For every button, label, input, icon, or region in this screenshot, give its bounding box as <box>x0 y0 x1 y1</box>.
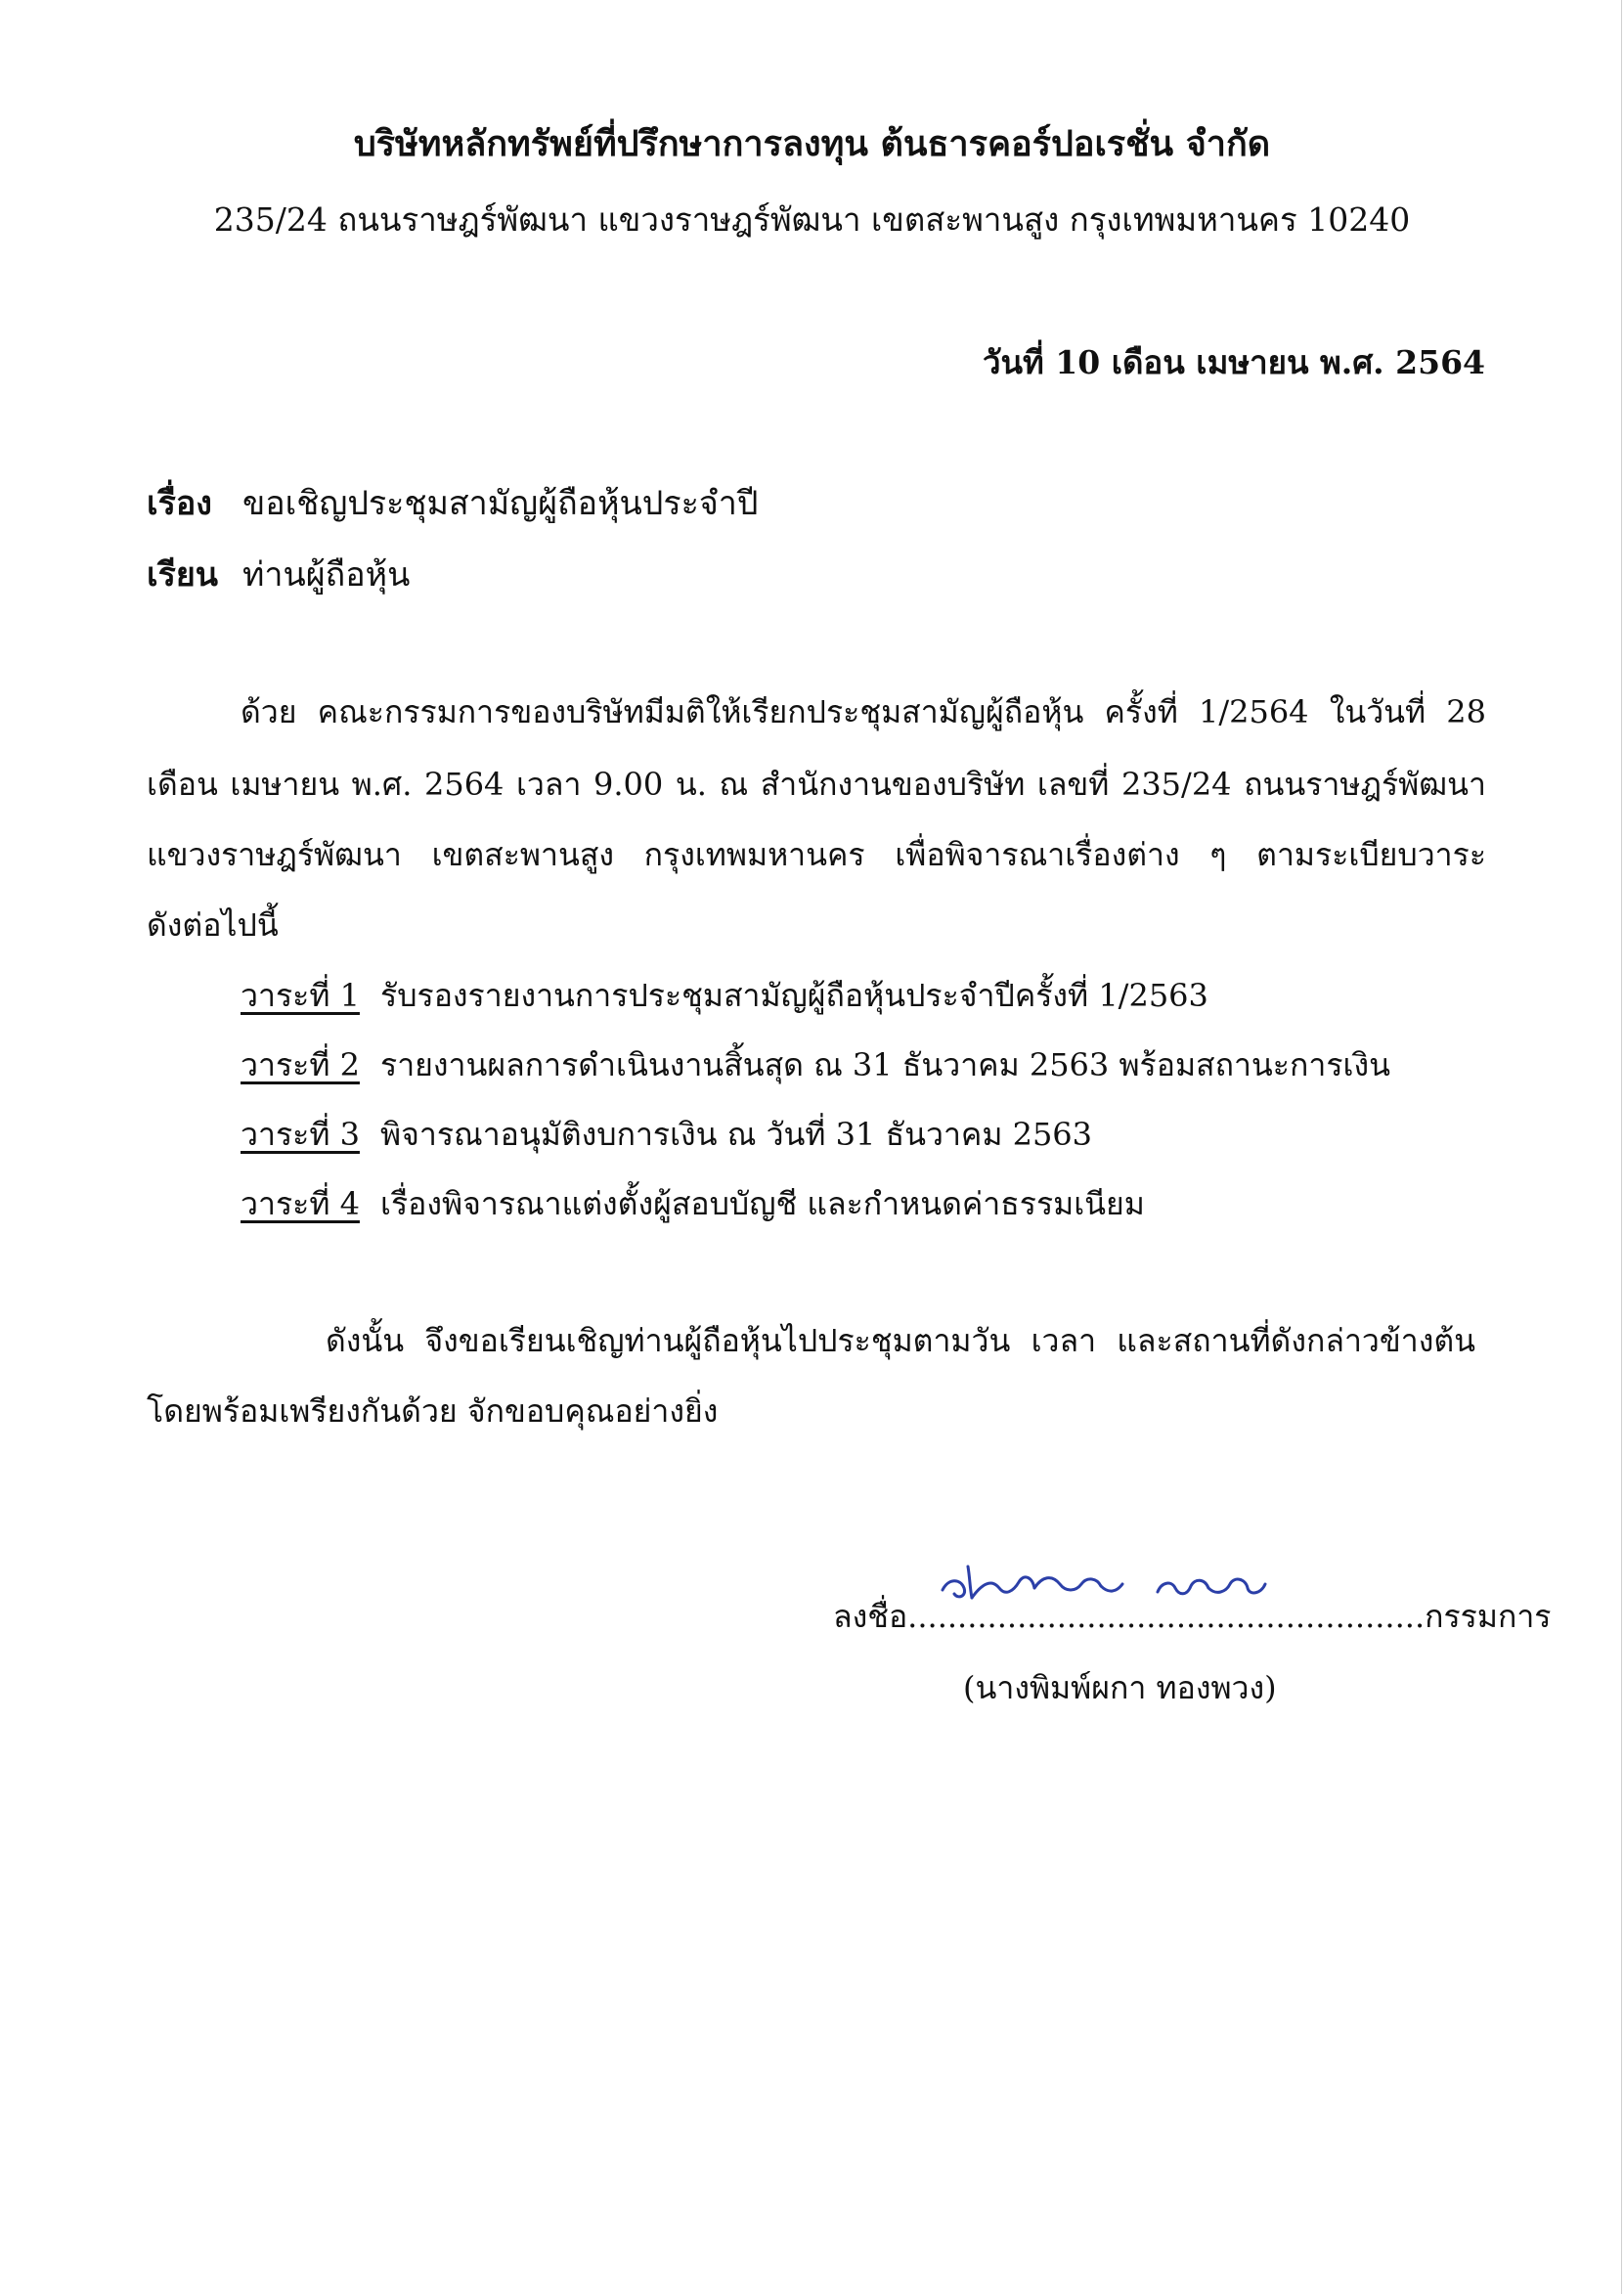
body-paragraph-line-2: เดือน เมษายน พ.ศ. 2564 เวลา 9.00 น. ณ สำนักงานของบริษัท เลขที่ 235/24 ถนนราษฎร์พัฒนา <box>147 766 1486 803</box>
agenda-item-text: รับรองรายงานการประชุมสามัญผู้ถือหุ้นประจำปีครั้งที่ 1/2563 <box>380 977 1208 1014</box>
body-paragraph-line-4: ดังต่อไปนี้ <box>147 906 279 944</box>
company-name: บริษัทหลักทรัพย์ที่ปรึกษาการลงทุน ต้นธารคอร์ปอเรชั่น จำกัด <box>353 123 1271 164</box>
agenda-item-text: พิจารณาอนุมัติงบการเงิน ณ วันที่ 31 ธันวาคม 2563 <box>380 1116 1093 1153</box>
letter-date: วันที่ 10 เดือน เมษายน พ.ศ. 2564 <box>982 343 1485 381</box>
page-edge-divider <box>1621 0 1622 2294</box>
signature-label: ลงชื่อ <box>833 1598 908 1635</box>
subject-text: ขอเชิญประชุมสามัญผู้ถือหุ้นประจำปี <box>242 484 759 523</box>
company-address: 235/24 ถนนราษฎร์พัฒนา แขวงราษฎร์พัฒนา เขตสะพานสูง กรุงเทพมหานคร 10240 <box>213 200 1411 239</box>
agenda-item-text: รายงานผลการดำเนินงานสิ้นสุด ณ 31 ธันวาคม 2563 พร้อมสถานะการเงิน <box>380 1046 1390 1083</box>
agenda-item <box>241 971 1208 1021</box>
agenda-item <box>241 1110 1092 1160</box>
body-paragraph-line-1: ด้วย คณะกรรมการของบริษัทมีมติให้เรียกประชุมสามัญผู้ถือหุ้น ครั้งที่ 1/2564 ในวันที่ 28 <box>241 693 1486 730</box>
closing-paragraph-line-1: ดังนั้น จึงขอเรียนเชิญท่านผู้ถือหุ้นไปประชุมตามวัน เวลา และสถานที่ดังกล่าวข้างต้น <box>326 1322 1475 1359</box>
agenda-item <box>241 1179 1145 1229</box>
agenda-item-label: วาระที่ 4 <box>241 1185 360 1222</box>
body-paragraph-line-3: แขวงราษฎร์พัฒนา เขตสะพานสูง กรุงเทพมหานคร เพื่อพิจารณาเรื่องต่าง ๆ ตามระเบียบวาระ <box>147 836 1486 873</box>
agenda-item <box>241 1040 1390 1090</box>
subject-line <box>147 476 758 529</box>
signer-name: (นางพิมพ์ผกา ทองพวง) <box>963 1669 1277 1706</box>
agenda-item-label: วาระที่ 2 <box>241 1046 360 1083</box>
agenda-item-label: วาระที่ 3 <box>241 1116 360 1153</box>
recipient-text: ท่านผู้ถือหุ้น <box>242 555 411 595</box>
agenda-item-label: วาระที่ 1 <box>241 977 360 1014</box>
signature-line <box>833 1592 1551 1642</box>
recipient-line <box>147 548 410 600</box>
recipient-label: เรียน <box>147 555 219 595</box>
subject-label: เรื่อง <box>147 484 212 523</box>
closing-paragraph-line-2: โดยพร้อมเพรียงกันด้วย จักขอบคุณอย่างยิ่ง <box>147 1392 719 1430</box>
signer-position: กรรมการ <box>1425 1598 1552 1635</box>
agenda-item-text: เรื่องพิจารณาแต่งตั้งผู้สอบบัญชี และกำหนดค่าธรรมเนียม <box>380 1185 1145 1222</box>
signature-dots: .................................................... <box>907 1598 1426 1635</box>
